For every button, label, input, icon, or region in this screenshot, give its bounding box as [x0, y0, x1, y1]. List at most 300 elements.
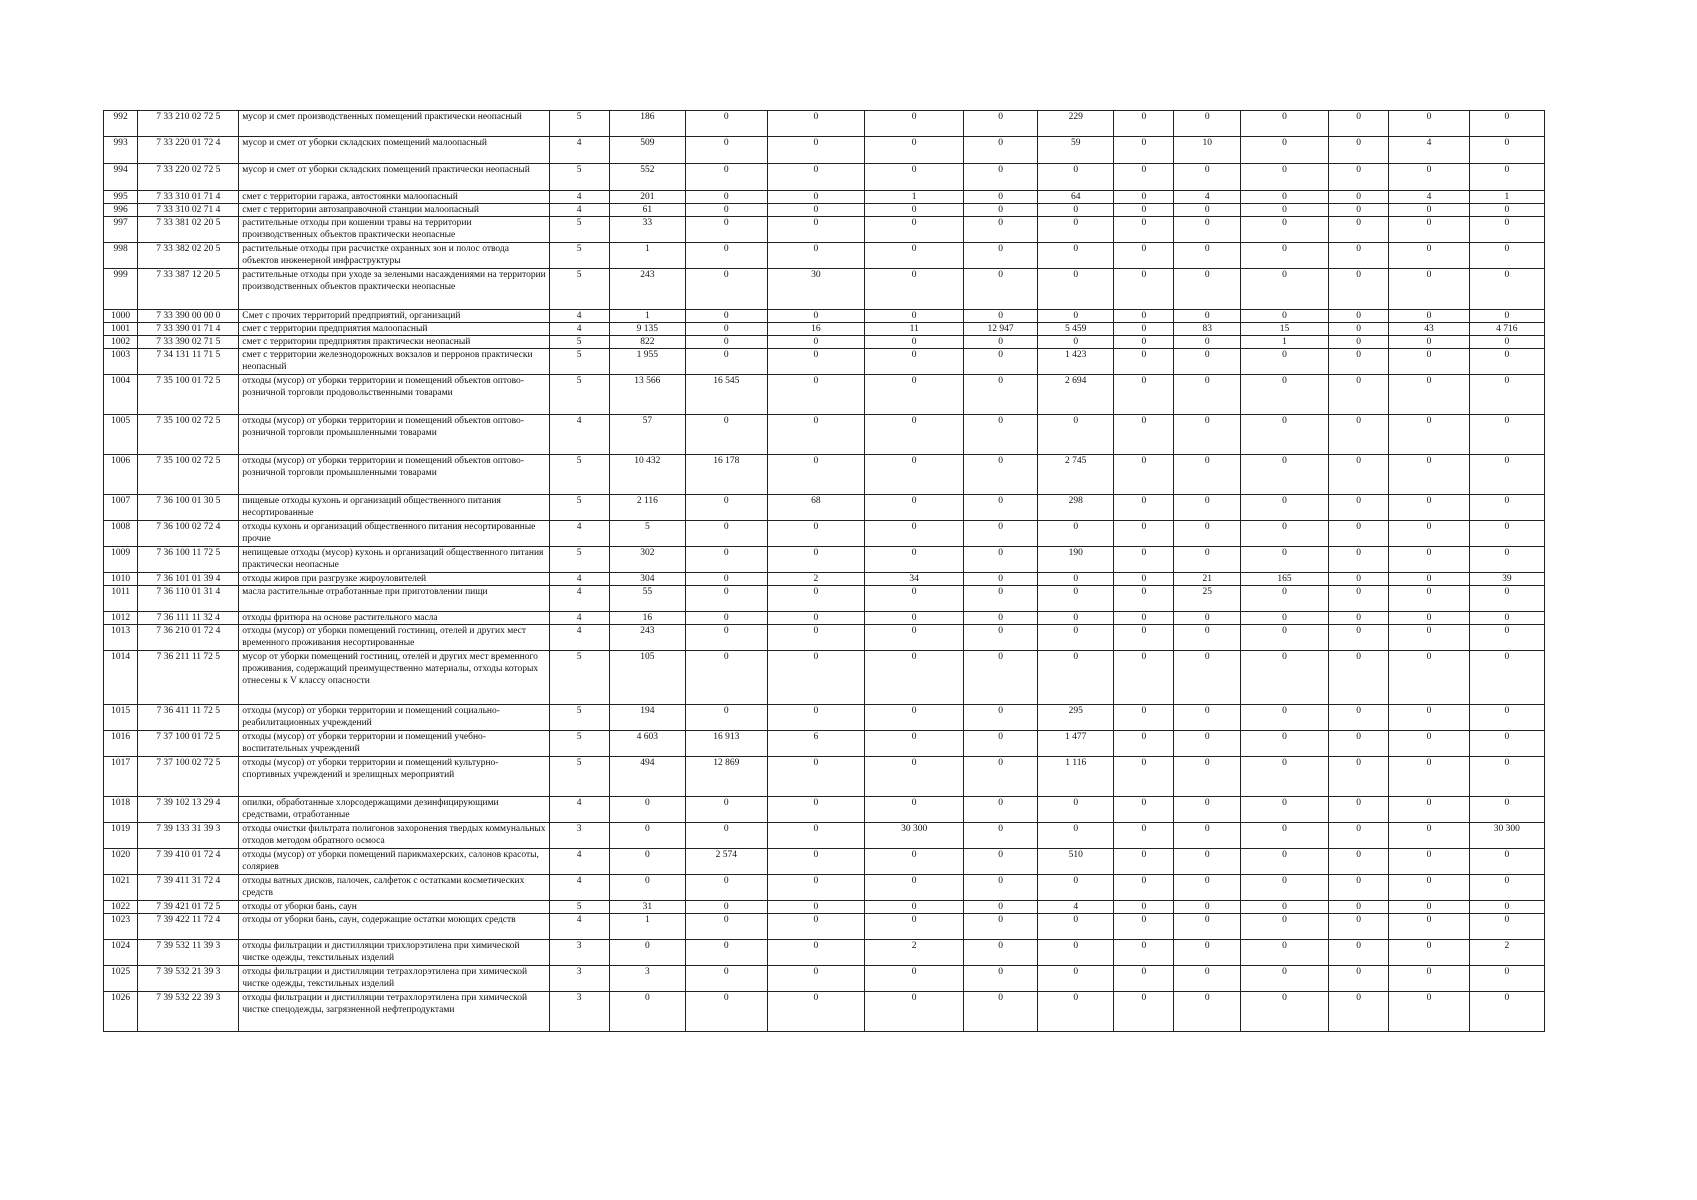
value-col-7-cell: 0: [1114, 217, 1174, 243]
fkko-code-cell: 7 35 100 02 72 5: [138, 455, 239, 495]
value-col-5-cell: 0: [964, 651, 1038, 705]
value-col-5-cell: 0: [964, 521, 1038, 547]
value-col-2-cell: 0: [685, 164, 767, 191]
value-col-1-cell: 31: [609, 901, 685, 914]
value-col-1-cell: 5: [609, 521, 685, 547]
waste-description-cell: отходы фильтрации и дистилляции тетрахлорэтилена при химической чистке спецодежды, загрязненной нефтепродуктами: [239, 992, 549, 1032]
fkko-code-cell: 7 33 390 00 00 0: [138, 310, 239, 323]
value-col-1-cell: 9 135: [609, 323, 685, 336]
value-col-10-cell: 0: [1329, 336, 1389, 349]
value-col-6-cell: 510: [1038, 849, 1114, 875]
value-col-1-cell: 243: [609, 625, 685, 651]
value-col-10-cell: 0: [1329, 612, 1389, 625]
value-col-10-cell: 0: [1329, 495, 1389, 521]
waste-description-cell: пищевые отходы кухонь и организаций общественного питания несортированные: [239, 495, 549, 521]
value-col-1-cell: 3: [609, 966, 685, 992]
value-col-11-cell: 0: [1389, 217, 1470, 243]
value-col-4-cell: 0: [865, 310, 964, 323]
value-col-6-cell: 0: [1038, 164, 1114, 191]
value-col-9-cell: 0: [1241, 375, 1329, 415]
value-col-4-cell: 0: [865, 731, 964, 757]
value-col-12-cell: 0: [1469, 757, 1544, 797]
value-col-9-cell: 0: [1241, 455, 1329, 495]
value-col-1-cell: 243: [609, 269, 685, 310]
value-col-6-cell: 0: [1038, 992, 1114, 1032]
fkko-code-cell: 7 36 111 11 32 4: [138, 612, 239, 625]
value-col-8-cell: 0: [1174, 455, 1241, 495]
hazard-class-cell: 5: [549, 547, 609, 573]
row-number-cell: 1019: [104, 823, 138, 849]
fkko-code-cell: 7 34 131 11 71 5: [138, 349, 239, 375]
value-col-10-cell: 0: [1329, 269, 1389, 310]
row-number-cell: 997: [104, 217, 138, 243]
value-col-2-cell: 0: [685, 823, 767, 849]
value-col-11-cell: 0: [1389, 875, 1470, 901]
table-row: [104, 651, 1545, 705]
value-col-4-cell: 0: [865, 217, 964, 243]
value-col-1-cell: 33: [609, 217, 685, 243]
hazard-class-cell: 4: [549, 625, 609, 651]
hazard-class-cell: 4: [549, 137, 609, 164]
value-col-10-cell: 0: [1329, 901, 1389, 914]
value-col-10-cell: 0: [1329, 191, 1389, 204]
value-col-1-cell: 1: [609, 914, 685, 940]
table-row: [104, 849, 1545, 875]
value-col-2-cell: 16 178: [685, 455, 767, 495]
table-row: [104, 191, 1545, 204]
value-col-12-cell: 0: [1469, 137, 1544, 164]
table-row: [104, 310, 1545, 323]
row-number-cell: 1012: [104, 612, 138, 625]
value-col-9-cell: 0: [1241, 495, 1329, 521]
value-col-7-cell: 0: [1114, 336, 1174, 349]
value-col-3-cell: 0: [767, 455, 865, 495]
value-col-9-cell: 0: [1241, 586, 1329, 612]
value-col-11-cell: 0: [1389, 204, 1470, 217]
value-col-8-cell: 0: [1174, 204, 1241, 217]
value-col-3-cell: 0: [767, 243, 865, 269]
value-col-5-cell: 0: [964, 612, 1038, 625]
value-col-5-cell: 0: [964, 914, 1038, 940]
waste-description-cell: отходы (мусор) от уборки территории и помещений учебно-воспитательных учреждений: [239, 731, 549, 757]
value-col-1-cell: 4 603: [609, 731, 685, 757]
value-col-9-cell: 0: [1241, 705, 1329, 731]
fkko-code-cell: 7 33 382 02 20 5: [138, 243, 239, 269]
value-col-9-cell: 0: [1241, 521, 1329, 547]
row-number-cell: 1008: [104, 521, 138, 547]
row-number-cell: 1018: [104, 797, 138, 823]
value-col-4-cell: 30 300: [865, 823, 964, 849]
value-col-7-cell: 0: [1114, 901, 1174, 914]
value-col-12-cell: 0: [1469, 966, 1544, 992]
value-col-3-cell: 0: [767, 797, 865, 823]
row-number-cell: 1020: [104, 849, 138, 875]
value-col-8-cell: 4: [1174, 191, 1241, 204]
waste-description-cell: отходы (мусор) от уборки территории и помещений объектов оптово-розничной торговли промышленными товарами: [239, 455, 549, 495]
value-col-10-cell: 0: [1329, 992, 1389, 1032]
value-col-2-cell: 0: [685, 875, 767, 901]
hazard-class-cell: 4: [549, 849, 609, 875]
value-col-2-cell: 0: [685, 992, 767, 1032]
waste-description-cell: смет с территории предприятия малоопасный: [239, 323, 549, 336]
value-col-7-cell: 0: [1114, 310, 1174, 323]
waste-description-cell: отходы от уборки бань, саун: [239, 901, 549, 914]
value-col-2-cell: 12 869: [685, 757, 767, 797]
value-col-4-cell: 0: [865, 455, 964, 495]
value-col-9-cell: 0: [1241, 625, 1329, 651]
value-col-8-cell: 0: [1174, 797, 1241, 823]
table-row: [104, 573, 1545, 586]
value-col-10-cell: 0: [1329, 349, 1389, 375]
waste-description-cell: растительные отходы при кошении травы на территории производственных объектов практически неопасные: [239, 217, 549, 243]
value-col-6-cell: 0: [1038, 914, 1114, 940]
waste-description-cell: отходы фильтрации и дистилляции тетрахлорэтилена при химической чистке одежды, текстильных изделий: [239, 966, 549, 992]
hazard-class-cell: 3: [549, 940, 609, 966]
value-col-8-cell: 0: [1174, 875, 1241, 901]
row-number-cell: 1006: [104, 455, 138, 495]
value-col-10-cell: 0: [1329, 651, 1389, 705]
value-col-4-cell: 0: [865, 875, 964, 901]
row-number-cell: 1000: [104, 310, 138, 323]
value-col-9-cell: 0: [1241, 875, 1329, 901]
value-col-3-cell: 0: [767, 992, 865, 1032]
value-col-7-cell: 0: [1114, 940, 1174, 966]
hazard-class-cell: 5: [549, 901, 609, 914]
value-col-1-cell: 61: [609, 204, 685, 217]
waste-description-cell: отходы от уборки бань, саун, содержащие остатки моющих средств: [239, 914, 549, 940]
value-col-1-cell: 55: [609, 586, 685, 612]
value-col-4-cell: 2: [865, 940, 964, 966]
waste-description-cell: отходы кухонь и организаций общественного питания несортированные прочие: [239, 521, 549, 547]
table-row: [104, 547, 1545, 573]
row-number-cell: 1007: [104, 495, 138, 521]
value-col-6-cell: 0: [1038, 415, 1114, 455]
value-col-2-cell: 0: [685, 914, 767, 940]
value-col-8-cell: 0: [1174, 849, 1241, 875]
value-col-6-cell: 0: [1038, 797, 1114, 823]
waste-description-cell: отходы ватных дисков, палочек, салфеток с остатками косметических средств: [239, 875, 549, 901]
table-row: [104, 336, 1545, 349]
fkko-code-cell: 7 36 101 01 39 4: [138, 573, 239, 586]
table-row: [104, 992, 1545, 1032]
value-col-3-cell: 0: [767, 901, 865, 914]
value-col-4-cell: 0: [865, 586, 964, 612]
value-col-6-cell: 0: [1038, 243, 1114, 269]
value-col-4-cell: 0: [865, 757, 964, 797]
value-col-10-cell: 0: [1329, 547, 1389, 573]
value-col-1-cell: 302: [609, 547, 685, 573]
value-col-11-cell: 0: [1389, 625, 1470, 651]
value-col-11-cell: 0: [1389, 612, 1470, 625]
value-col-9-cell: 0: [1241, 269, 1329, 310]
value-col-10-cell: 0: [1329, 849, 1389, 875]
value-col-2-cell: 0: [685, 204, 767, 217]
value-col-7-cell: 0: [1114, 204, 1174, 217]
value-col-3-cell: 0: [767, 966, 865, 992]
waste-description-cell: опилки, обработанные хлорсодержащими дезинфицирующими средствами, отработанные: [239, 797, 549, 823]
value-col-6-cell: 0: [1038, 573, 1114, 586]
fkko-code-cell: 7 36 100 02 72 4: [138, 521, 239, 547]
waste-description-cell: отходы (мусор) от уборки помещений парикмахерских, салонов красоты, соляриев: [239, 849, 549, 875]
value-col-12-cell: 0: [1469, 111, 1544, 137]
value-col-4-cell: 0: [865, 243, 964, 269]
value-col-3-cell: 68: [767, 495, 865, 521]
value-col-9-cell: 0: [1241, 797, 1329, 823]
value-col-9-cell: 0: [1241, 612, 1329, 625]
value-col-11-cell: 0: [1389, 349, 1470, 375]
fkko-code-cell: 7 33 387 12 20 5: [138, 269, 239, 310]
value-col-10-cell: 0: [1329, 573, 1389, 586]
row-number-cell: 1021: [104, 875, 138, 901]
value-col-12-cell: 0: [1469, 269, 1544, 310]
value-col-7-cell: 0: [1114, 625, 1174, 651]
value-col-11-cell: 0: [1389, 914, 1470, 940]
value-col-9-cell: 0: [1241, 164, 1329, 191]
fkko-code-cell: 7 35 100 01 72 5: [138, 375, 239, 415]
row-number-cell: 992: [104, 111, 138, 137]
value-col-12-cell: 0: [1469, 901, 1544, 914]
value-col-4-cell: 0: [865, 901, 964, 914]
value-col-7-cell: 0: [1114, 191, 1174, 204]
value-col-7-cell: 0: [1114, 269, 1174, 310]
waste-description-cell: Смет с прочих территорий предприятий, организаций: [239, 310, 549, 323]
value-col-12-cell: 0: [1469, 455, 1544, 495]
value-col-3-cell: 0: [767, 586, 865, 612]
value-col-9-cell: 0: [1241, 966, 1329, 992]
value-col-3-cell: 0: [767, 137, 865, 164]
value-col-2-cell: 0: [685, 323, 767, 336]
value-col-5-cell: 0: [964, 586, 1038, 612]
waste-description-cell: смет с территории автозаправочной станции малоопасный: [239, 204, 549, 217]
hazard-class-cell: 4: [549, 612, 609, 625]
value-col-2-cell: 0: [685, 521, 767, 547]
row-number-cell: 1013: [104, 625, 138, 651]
waste-description-cell: отходы (мусор) от уборки территории и помещений объектов оптово-розничной торговли продовольственными товарами: [239, 375, 549, 415]
value-col-10-cell: 0: [1329, 940, 1389, 966]
value-col-4-cell: 11: [865, 323, 964, 336]
row-number-cell: 999: [104, 269, 138, 310]
value-col-7-cell: 0: [1114, 705, 1174, 731]
document-page: [103, 110, 1545, 1032]
value-col-2-cell: 0: [685, 586, 767, 612]
value-col-3-cell: 0: [767, 415, 865, 455]
value-col-7-cell: 0: [1114, 164, 1174, 191]
row-number-cell: 1001: [104, 323, 138, 336]
value-col-3-cell: 0: [767, 940, 865, 966]
value-col-6-cell: 0: [1038, 966, 1114, 992]
value-col-6-cell: 2 694: [1038, 375, 1114, 415]
value-col-9-cell: 165: [1241, 573, 1329, 586]
value-col-8-cell: 0: [1174, 823, 1241, 849]
fkko-code-cell: 7 39 422 11 72 4: [138, 914, 239, 940]
fkko-code-cell: 7 39 411 31 72 4: [138, 875, 239, 901]
value-col-5-cell: 0: [964, 191, 1038, 204]
value-col-3-cell: 0: [767, 914, 865, 940]
row-number-cell: 1017: [104, 757, 138, 797]
value-col-4-cell: 0: [865, 651, 964, 705]
value-col-12-cell: 2: [1469, 940, 1544, 966]
table-row: [104, 455, 1545, 495]
value-col-9-cell: 0: [1241, 191, 1329, 204]
value-col-5-cell: 0: [964, 310, 1038, 323]
value-col-9-cell: 0: [1241, 204, 1329, 217]
hazard-class-cell: 4: [549, 191, 609, 204]
value-col-9-cell: 0: [1241, 731, 1329, 757]
value-col-8-cell: 0: [1174, 375, 1241, 415]
value-col-2-cell: 0: [685, 336, 767, 349]
value-col-2-cell: 0: [685, 217, 767, 243]
value-col-5-cell: 0: [964, 269, 1038, 310]
value-col-12-cell: 0: [1469, 495, 1544, 521]
value-col-3-cell: 6: [767, 731, 865, 757]
value-col-8-cell: 0: [1174, 111, 1241, 137]
value-col-6-cell: 0: [1038, 336, 1114, 349]
value-col-10-cell: 0: [1329, 731, 1389, 757]
value-col-1-cell: 494: [609, 757, 685, 797]
value-col-7-cell: 0: [1114, 731, 1174, 757]
value-col-3-cell: 0: [767, 823, 865, 849]
hazard-class-cell: 5: [549, 455, 609, 495]
value-col-4-cell: 0: [865, 415, 964, 455]
row-number-cell: 995: [104, 191, 138, 204]
value-col-11-cell: 0: [1389, 901, 1470, 914]
value-col-4-cell: 0: [865, 164, 964, 191]
value-col-1-cell: 16: [609, 612, 685, 625]
value-col-8-cell: 0: [1174, 495, 1241, 521]
value-col-6-cell: 0: [1038, 875, 1114, 901]
value-col-11-cell: 0: [1389, 375, 1470, 415]
value-col-7-cell: 0: [1114, 914, 1174, 940]
value-col-8-cell: 0: [1174, 310, 1241, 323]
hazard-class-cell: 4: [549, 310, 609, 323]
value-col-7-cell: 0: [1114, 455, 1174, 495]
value-col-10-cell: 0: [1329, 823, 1389, 849]
value-col-6-cell: 0: [1038, 940, 1114, 966]
value-col-1-cell: 0: [609, 875, 685, 901]
value-col-9-cell: 0: [1241, 901, 1329, 914]
value-col-12-cell: 0: [1469, 164, 1544, 191]
value-col-5-cell: 0: [964, 495, 1038, 521]
value-col-4-cell: 0: [865, 111, 964, 137]
value-col-12-cell: 0: [1469, 336, 1544, 349]
value-col-12-cell: 0: [1469, 547, 1544, 573]
value-col-10-cell: 0: [1329, 164, 1389, 191]
table-row: [104, 875, 1545, 901]
value-col-3-cell: 0: [767, 651, 865, 705]
value-col-11-cell: 0: [1389, 243, 1470, 269]
fkko-code-cell: 7 35 100 02 72 5: [138, 415, 239, 455]
value-col-7-cell: 0: [1114, 495, 1174, 521]
value-col-4-cell: 0: [865, 966, 964, 992]
value-col-5-cell: 12 947: [964, 323, 1038, 336]
value-col-1-cell: 1: [609, 243, 685, 269]
value-col-2-cell: 0: [685, 349, 767, 375]
value-col-12-cell: 0: [1469, 217, 1544, 243]
waste-description-cell: отходы (мусор) от уборки территории и помещений объектов оптово-розничной торговли промышленными товарами: [239, 415, 549, 455]
value-col-6-cell: 298: [1038, 495, 1114, 521]
value-col-11-cell: 0: [1389, 823, 1470, 849]
value-col-5-cell: 0: [964, 455, 1038, 495]
value-col-1-cell: 1 955: [609, 349, 685, 375]
value-col-4-cell: 0: [865, 612, 964, 625]
table-row: [104, 243, 1545, 269]
value-col-11-cell: 0: [1389, 651, 1470, 705]
hazard-class-cell: 3: [549, 823, 609, 849]
hazard-class-cell: 4: [549, 204, 609, 217]
fkko-code-cell: 7 39 532 21 39 3: [138, 966, 239, 992]
value-col-9-cell: 0: [1241, 823, 1329, 849]
value-col-12-cell: 0: [1469, 651, 1544, 705]
value-col-12-cell: 0: [1469, 914, 1544, 940]
value-col-3-cell: 0: [767, 310, 865, 323]
value-col-9-cell: 0: [1241, 111, 1329, 137]
value-col-11-cell: 0: [1389, 705, 1470, 731]
table-row: [104, 164, 1545, 191]
value-col-11-cell: 43: [1389, 323, 1470, 336]
value-col-7-cell: 0: [1114, 612, 1174, 625]
value-col-10-cell: 0: [1329, 323, 1389, 336]
value-col-12-cell: 30 300: [1469, 823, 1544, 849]
value-col-7-cell: 0: [1114, 849, 1174, 875]
value-col-2-cell: 0: [685, 797, 767, 823]
table-row: [104, 204, 1545, 217]
value-col-8-cell: 0: [1174, 164, 1241, 191]
value-col-10-cell: 0: [1329, 375, 1389, 415]
row-number-cell: 1011: [104, 586, 138, 612]
value-col-8-cell: 0: [1174, 521, 1241, 547]
value-col-5-cell: 0: [964, 705, 1038, 731]
value-col-1-cell: 822: [609, 336, 685, 349]
value-col-10-cell: 0: [1329, 586, 1389, 612]
value-col-5-cell: 0: [964, 875, 1038, 901]
waste-description-cell: отходы жиров при разгрузке жироуловителей: [239, 573, 549, 586]
value-col-3-cell: 0: [767, 191, 865, 204]
value-col-8-cell: 0: [1174, 269, 1241, 310]
value-col-10-cell: 0: [1329, 111, 1389, 137]
value-col-3-cell: 0: [767, 375, 865, 415]
value-col-5-cell: 0: [964, 349, 1038, 375]
value-col-9-cell: 0: [1241, 992, 1329, 1032]
hazard-class-cell: 3: [549, 966, 609, 992]
fkko-code-cell: 7 39 410 01 72 4: [138, 849, 239, 875]
fkko-code-cell: 7 39 421 01 72 5: [138, 901, 239, 914]
waste-description-cell: отходы (мусор) от уборки территории и помещений культурно-спортивных учреждений и зрелищных мероприятий: [239, 757, 549, 797]
value-col-4-cell: 34: [865, 573, 964, 586]
hazard-class-cell: 3: [549, 992, 609, 1032]
value-col-12-cell: 0: [1469, 705, 1544, 731]
row-number-cell: 993: [104, 137, 138, 164]
value-col-10-cell: 0: [1329, 521, 1389, 547]
value-col-3-cell: 0: [767, 705, 865, 731]
value-col-7-cell: 0: [1114, 651, 1174, 705]
value-col-3-cell: 0: [767, 349, 865, 375]
value-col-6-cell: 0: [1038, 651, 1114, 705]
row-number-cell: 1002: [104, 336, 138, 349]
value-col-9-cell: 0: [1241, 547, 1329, 573]
row-number-cell: 1023: [104, 914, 138, 940]
value-col-5-cell: 0: [964, 901, 1038, 914]
table-row: [104, 217, 1545, 243]
value-col-1-cell: 13 566: [609, 375, 685, 415]
value-col-4-cell: 1: [865, 191, 964, 204]
value-col-6-cell: 0: [1038, 310, 1114, 323]
value-col-6-cell: 0: [1038, 217, 1114, 243]
value-col-11-cell: 0: [1389, 940, 1470, 966]
value-col-11-cell: 0: [1389, 336, 1470, 349]
table-row: [104, 625, 1545, 651]
value-col-2-cell: 0: [685, 243, 767, 269]
value-col-8-cell: 0: [1174, 243, 1241, 269]
